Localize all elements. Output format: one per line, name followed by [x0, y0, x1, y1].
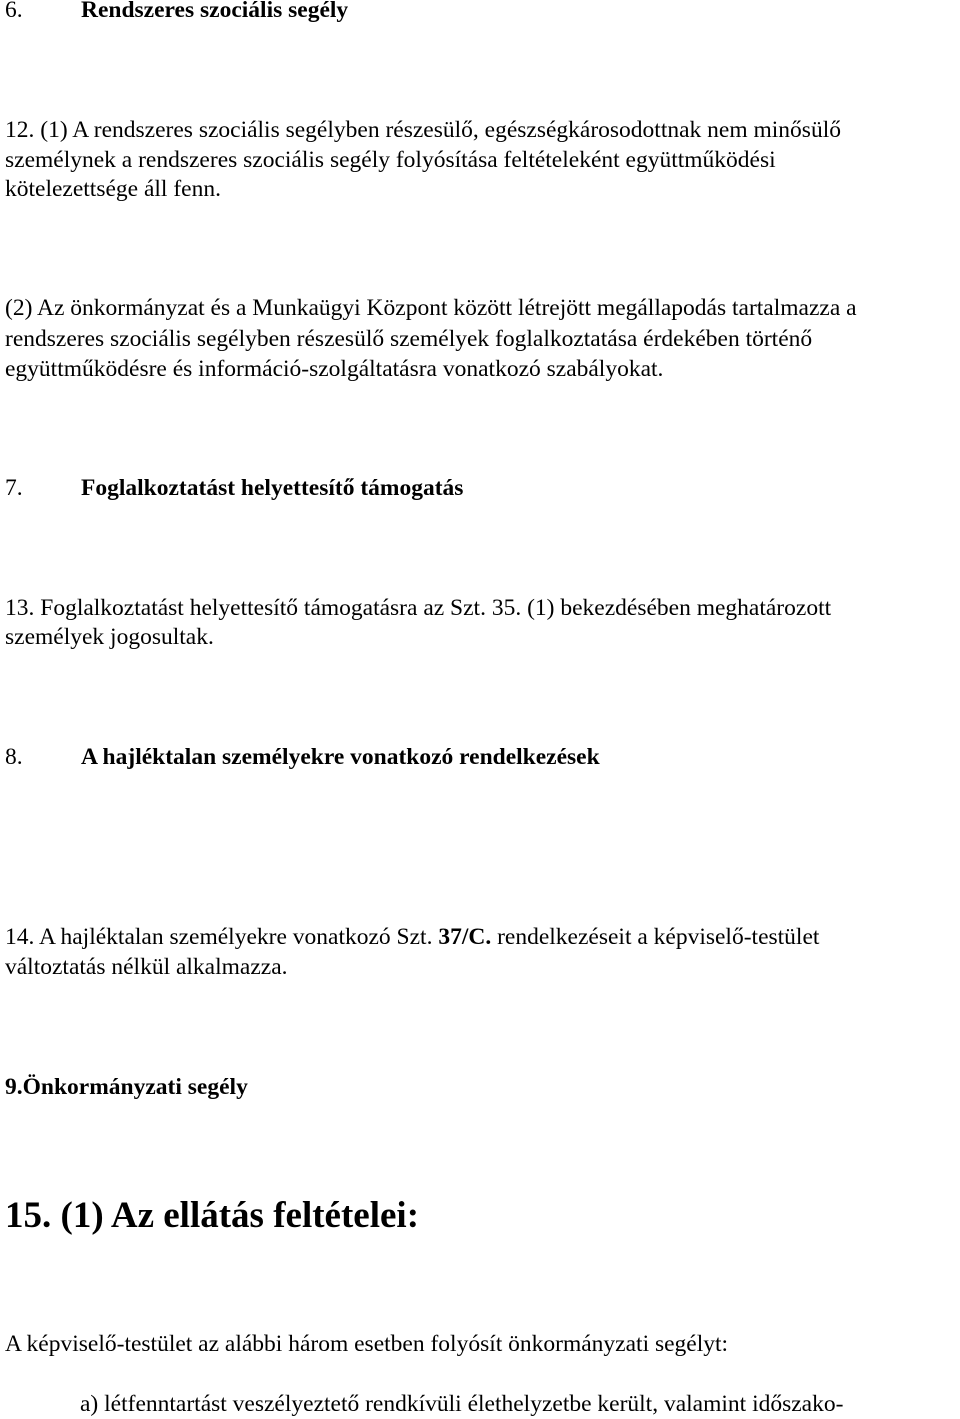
section-9-heading: 9.Önkormányzati segély	[5, 1074, 248, 1100]
section-8-title: A hajléktalan személyekre vonatkozó rendelkezések	[81, 744, 600, 770]
paragraph-14-reference: 37/C.	[438, 924, 492, 950]
paragraph-15-intro: A képviselő-testület az alábbi három esetben folyósít önkormányzati segélyt:	[5, 1331, 729, 1357]
paragraph-13-line-2: személyek jogosultak.	[5, 624, 214, 650]
paragraph-14-line-1	[5, 923, 819, 951]
section-6-title: Rendszeres szociális segély	[81, 0, 349, 23]
section-8-heading	[5, 743, 600, 771]
paragraph-12-1-line-2: személynek a rendszeres szociális segély folyósítása feltételeként együttműködési	[5, 147, 776, 173]
paragraph-13-line-1: 13. Foglalkoztatást helyettesítő támogatásra az Szt. 35. (1) bekezdésében meghatározott	[5, 595, 832, 621]
paragraph-12-2-line-3: együttműködésre és információ-szolgáltatásra vonatkozó szabályokat.	[5, 356, 664, 382]
paragraph-12-1-line-1: 12. (1) A rendszeres szociális segélyben részesülő, egészségkárosodottnak nem minősülő	[5, 117, 841, 143]
paragraph-14-text-a: 14. A hajléktalan személyekre vonatkozó Szt.	[5, 924, 439, 950]
paragraph-14-line-2: változtatás nélkül alkalmazza.	[5, 954, 288, 980]
paragraph-12-2-line-1: (2) Az önkormányzat és a Munkaügyi Központ között létrejött megállapodás tartalmazza a	[5, 295, 857, 321]
section-6-heading	[5, 0, 348, 24]
section-7-heading	[5, 474, 463, 502]
paragraph-12-1-line-3: kötelezettsége áll fenn.	[5, 176, 221, 202]
paragraph-15-item-a: a) létfenntartást veszélyeztető rendkívüli élethelyzetbe került, valamint időszako-	[80, 1391, 844, 1417]
section-7-title: Foglalkoztatást helyettesítő támogatás	[81, 475, 464, 501]
section-15-heading: 15. (1) Az ellátás feltételei:	[5, 1195, 420, 1236]
section-8-number: 8.	[5, 744, 23, 770]
section-7-number: 7.	[5, 475, 23, 501]
paragraph-14-text-c: rendelkezéseit a képviselő-testület	[491, 924, 820, 950]
section-6-number: 6.	[5, 0, 23, 23]
paragraph-12-2-line-2: rendszeres szociális segélyben részesülő személyek foglalkoztatása érdekében történő	[5, 326, 813, 352]
